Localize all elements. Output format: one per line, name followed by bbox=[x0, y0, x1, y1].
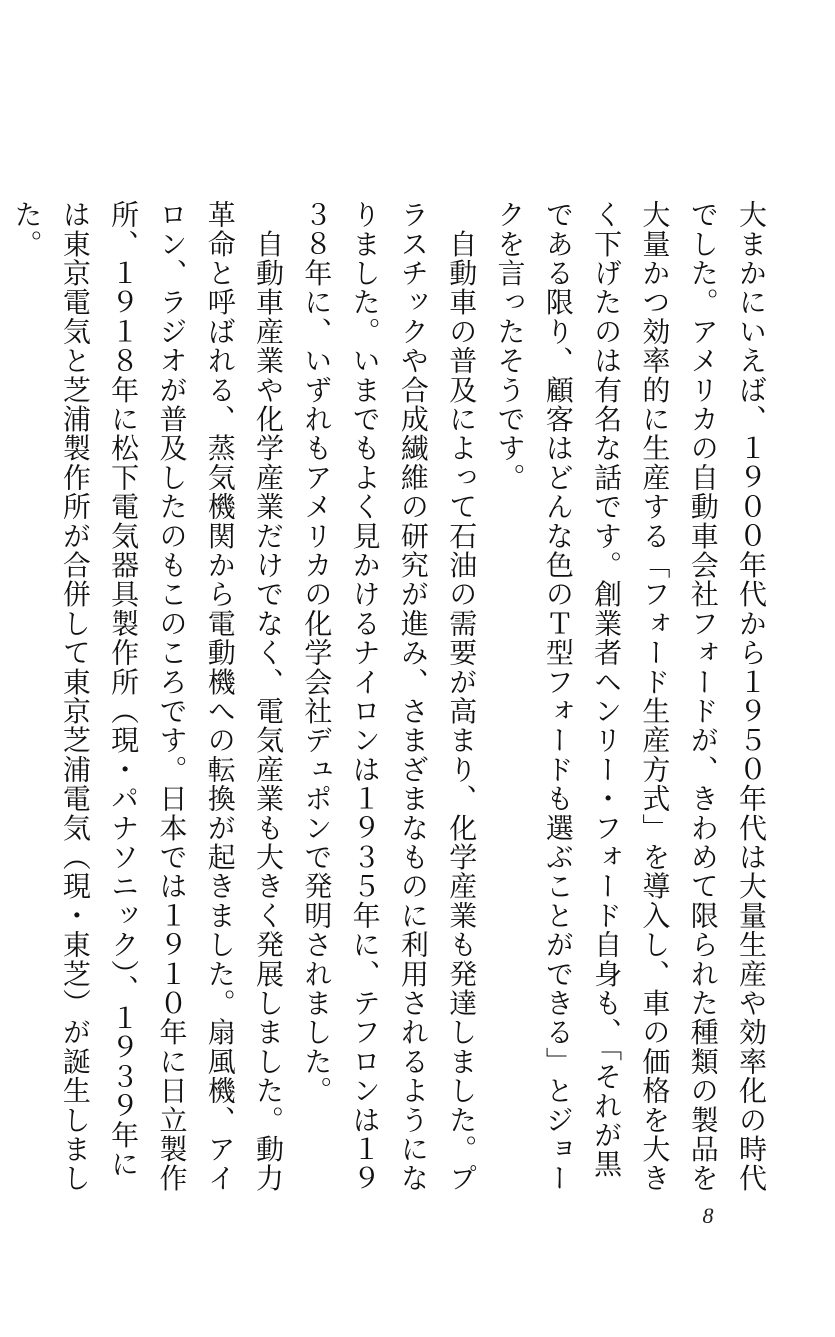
body-text bbox=[0, 200, 775, 1200]
paragraph: 自動車の普及によって石油の需要が高まり、化学産業も発達しました。プラスチックや合成繊維の研究が進み、さまざまなものに利用されるようになりました。いまでもよく見かけるナイロンは１９３５年に、テフロンは１９３８年に、いずれもアメリカの化学会社デュポンで発明されました。 bbox=[300, 200, 479, 1193]
page-number: 8 bbox=[702, 1203, 714, 1228]
paragraph: 大まかにいえば、１９００年代から１９５０年代は大量生産や効率化の時代でした。アメリカの自動車会社フォードが、きわめて限られた種類の製品を大量かつ効率的に生産する「フォード生産方式」を導入し、車の価格を大きく下げたのは有名な話です。創業者ヘンリー・フォード自身も、「それが黒である限り、顧客はどんな色のＴ型フォードも選ぶことができる」とジョークを言ったそうです。 bbox=[493, 200, 768, 1193]
paragraph: 自動車産業や化学産業だけでなく、電気産業も大きく発展しました。動力革命と呼ばれる、蒸気機関から電動機への転換が起きました。扇風機、アイロン、ラジオが普及したのもこのころです。日本では１９１０年に日立製作所、１９１８年に松下電気器具製作所（現・パナソニック）、１９３９年には東京電気と芝浦製作所が合併して東京芝浦電気（現・東芝）が誕生しました。 bbox=[10, 200, 286, 1193]
paragraph bbox=[0, 200, 2, 1200]
